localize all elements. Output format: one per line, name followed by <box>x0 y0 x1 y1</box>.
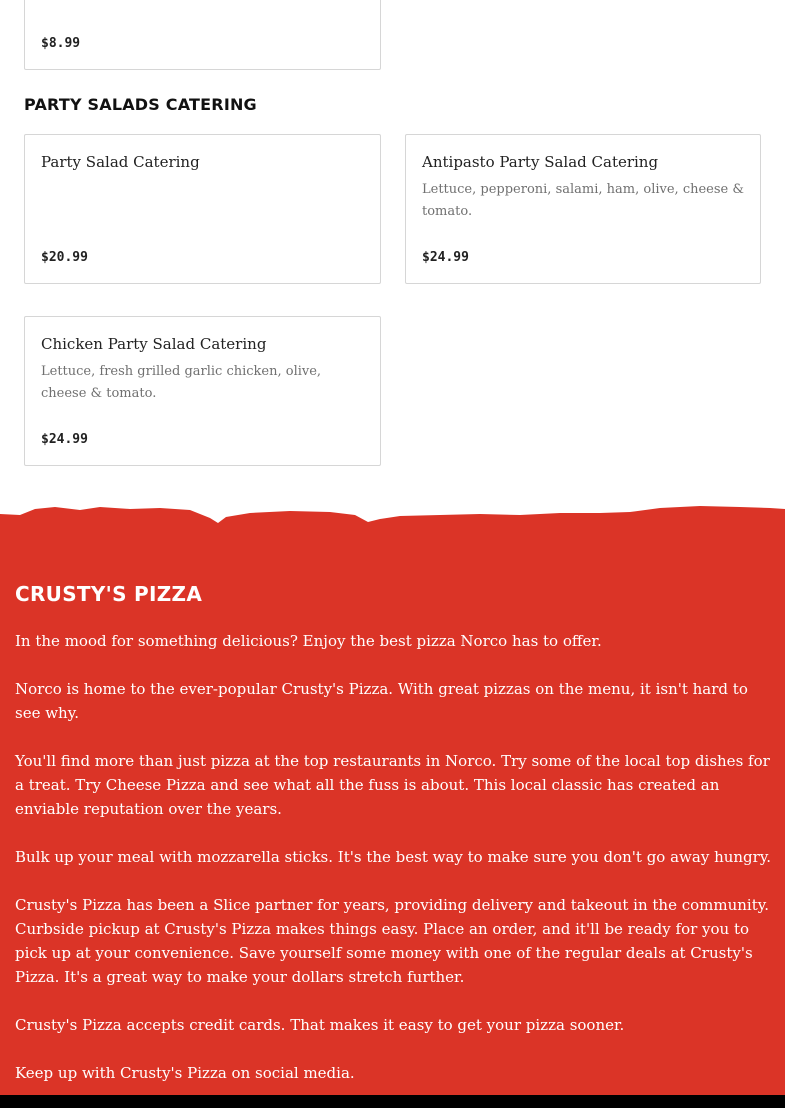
about-paragraph: Keep up with Crusty's Pizza on social media. <box>15 1064 355 1082</box>
menu-item-name: Party Salad Catering <box>41 153 200 171</box>
menu-item-card[interactable] <box>24 0 381 70</box>
menu-item-card[interactable] <box>24 316 381 466</box>
bottom-bar <box>0 1095 785 1108</box>
about-paragraph: In the mood for something delicious? Enjoy the best pizza Norco has to offer. <box>15 632 602 650</box>
menu-item-price: $20.99 <box>41 250 88 265</box>
section-title-party-salads-catering: PARTY SALADS CATERING <box>24 95 257 114</box>
about-paragraph: Crusty's Pizza accepts credit cards. That makes it easy to get your pizza sooner. <box>15 1016 625 1034</box>
about-paragraph: Crusty's Pizza has been a Slice partner for years, providing delivery and takeout in the community. Curbside pickup at Crusty's Pizza makes things easy. Place an order, and it'll be ready for you to pick up at your convenience. Save yourself some money with one of the regular deals at Crusty's Pizza. It's a great way to make your dollars stretch further. <box>15 896 769 986</box>
menu-item-name: Antipasto Party Salad Catering <box>422 153 659 171</box>
about-paragraph: You'll find more than just pizza at the top restaurants in Norco. Try some of the local top dishes for a treat. Try Cheese Pizza and see what all the fuss is about. This local classic has created an enviable reputation over the years. <box>15 752 770 818</box>
menu-item-price: $24.99 <box>41 432 88 447</box>
about-paragraph: Norco is home to the ever-popular Crusty's Pizza. With great pizzas on the menu, it isn't hard to see why. <box>15 680 748 722</box>
menu-item-price: $24.99 <box>422 250 469 265</box>
about-content <box>15 583 775 1109</box>
menu-item-card[interactable] <box>405 134 761 284</box>
menu-item-card[interactable] <box>24 134 381 284</box>
menu-item-description: Lettuce, pepperoni, salami, ham, olive, cheese & tomato. <box>422 182 744 219</box>
menu-item-name: Chicken Party Salad Catering <box>41 335 267 353</box>
menu-item-description: Lettuce, fresh grilled garlic chicken, olive, cheese & tomato. <box>41 364 322 401</box>
about-paragraph: Bulk up your meal with mozzarella sticks. It's the best way to make sure you don't go away hungry. <box>15 848 772 866</box>
about-title: CRUSTY'S PIZZA <box>15 582 203 606</box>
menu-item-price: $8.99 <box>41 36 81 51</box>
about-section <box>0 503 785 1095</box>
